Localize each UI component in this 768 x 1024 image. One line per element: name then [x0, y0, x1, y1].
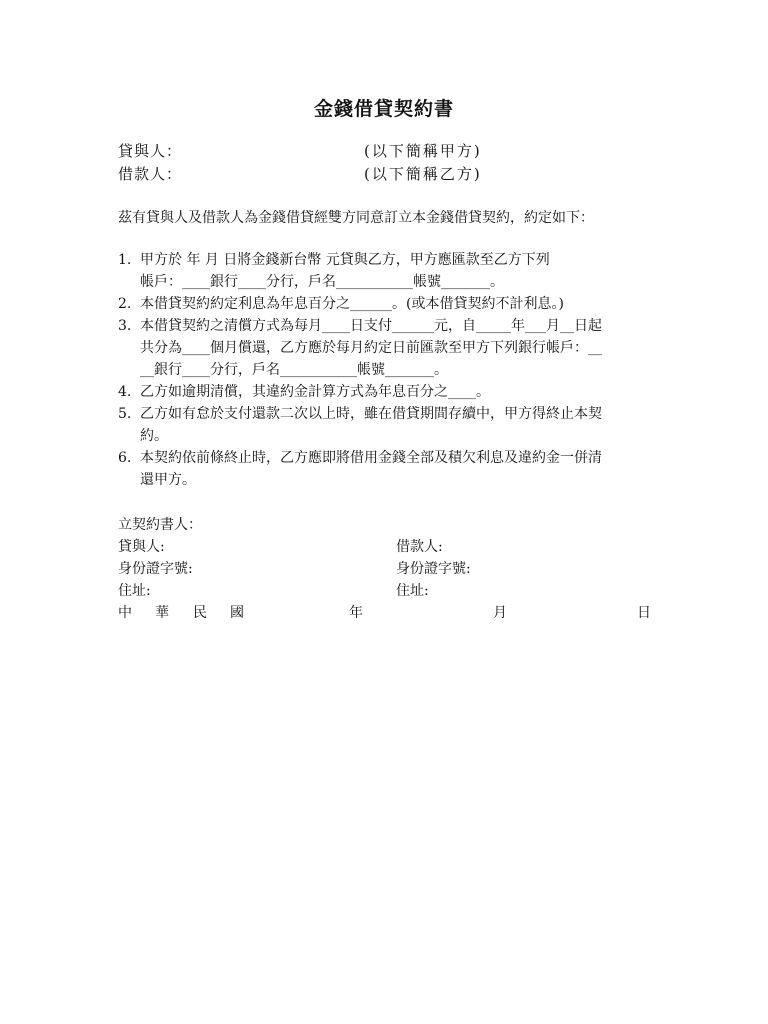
clause-text-line: 甲方於 年 月 日將金錢新台幣 元貸與乙方，甲方應匯款至乙方下列 [140, 252, 550, 268]
clause-list [118, 249, 658, 491]
clause-item [118, 315, 658, 381]
borrower-line [118, 163, 482, 184]
date-month-label: 月 [493, 605, 507, 621]
lender-note: (以下簡稱甲方) [364, 142, 482, 160]
lender-signature-label: 貸與人: [118, 539, 165, 555]
clause-text-line: __銀行____分行，戶名___________帳號_______。 [140, 362, 448, 378]
clause-text-line: 約。 [140, 428, 168, 444]
clause-number: 5. [118, 406, 132, 422]
clause-item [118, 249, 658, 293]
borrower-address-label: 住址: [396, 583, 429, 599]
clause-item [118, 403, 658, 447]
signature-row-id [118, 558, 658, 578]
clause-item [118, 293, 658, 315]
date-day-label: 日 [637, 605, 651, 621]
clause-item [118, 447, 658, 491]
signature-row-address [118, 580, 658, 600]
lender-address-label: 住址: [118, 583, 151, 599]
borrower-note: (以下簡稱乙方) [364, 165, 482, 183]
lender-line [118, 140, 482, 161]
lender-id-label: 身份證字號: [118, 561, 193, 577]
lender-label: 貸與人： [118, 142, 183, 160]
borrower-label: 借款人： [118, 165, 183, 183]
clause-text-line: 帳戶：____銀行____分行，戶名___________帳號_______。 [140, 274, 504, 290]
clause-item [118, 381, 658, 403]
date-line [118, 602, 654, 622]
date-year-label: 年 [349, 605, 363, 621]
date-char: 民 [193, 605, 207, 621]
clause-text-line: 本契約依前條終止時，乙方應即將借用金錢全部及積欠利息及違約金一併清 [140, 450, 602, 466]
clause-text-line: 還甲方。 [140, 472, 196, 488]
clause-number: 1. [118, 252, 132, 268]
clause-text-line: 乙方如有怠於支付還款二次以上時，雖在借貸期間存續中，甲方得終止本契 [140, 406, 602, 422]
date-char: 華 [155, 605, 169, 621]
date-char: 國 [230, 605, 244, 621]
borrower-id-label: 身份證字號: [396, 561, 471, 577]
signatories-heading: 立契約書人： [118, 517, 202, 533]
signature-row-names [118, 536, 658, 556]
intro-paragraph: 茲有貸與人及借款人為金錢借貸經雙方同意訂立本金錢借貸契約，約定如下： [118, 210, 594, 226]
clause-text-line: 共分為____個月償還，乙方應於每月約定日前匯款至甲方下列銀行帳戶：__ [140, 340, 602, 356]
clause-text-line: 乙方如逾期清償，其違約金計算方式為年息百分之____。 [140, 384, 490, 400]
clause-text-line: 本借貸契約約定利息為年息百分之______。(或本借貸契約不計利息。) [140, 296, 564, 312]
document-title: 金錢借貸契約書 [313, 98, 454, 120]
clause-number: 4. [118, 384, 132, 400]
borrower-signature-label: 借款人: [396, 539, 443, 555]
clause-number: 3. [118, 318, 132, 334]
clause-text-line: 本借貸契約之清償方式為每月____日支付______元，自_____年___月__日起 [140, 318, 602, 334]
clause-number: 2. [118, 296, 132, 312]
clause-number: 6. [118, 450, 132, 466]
date-char: 中 [118, 605, 132, 621]
